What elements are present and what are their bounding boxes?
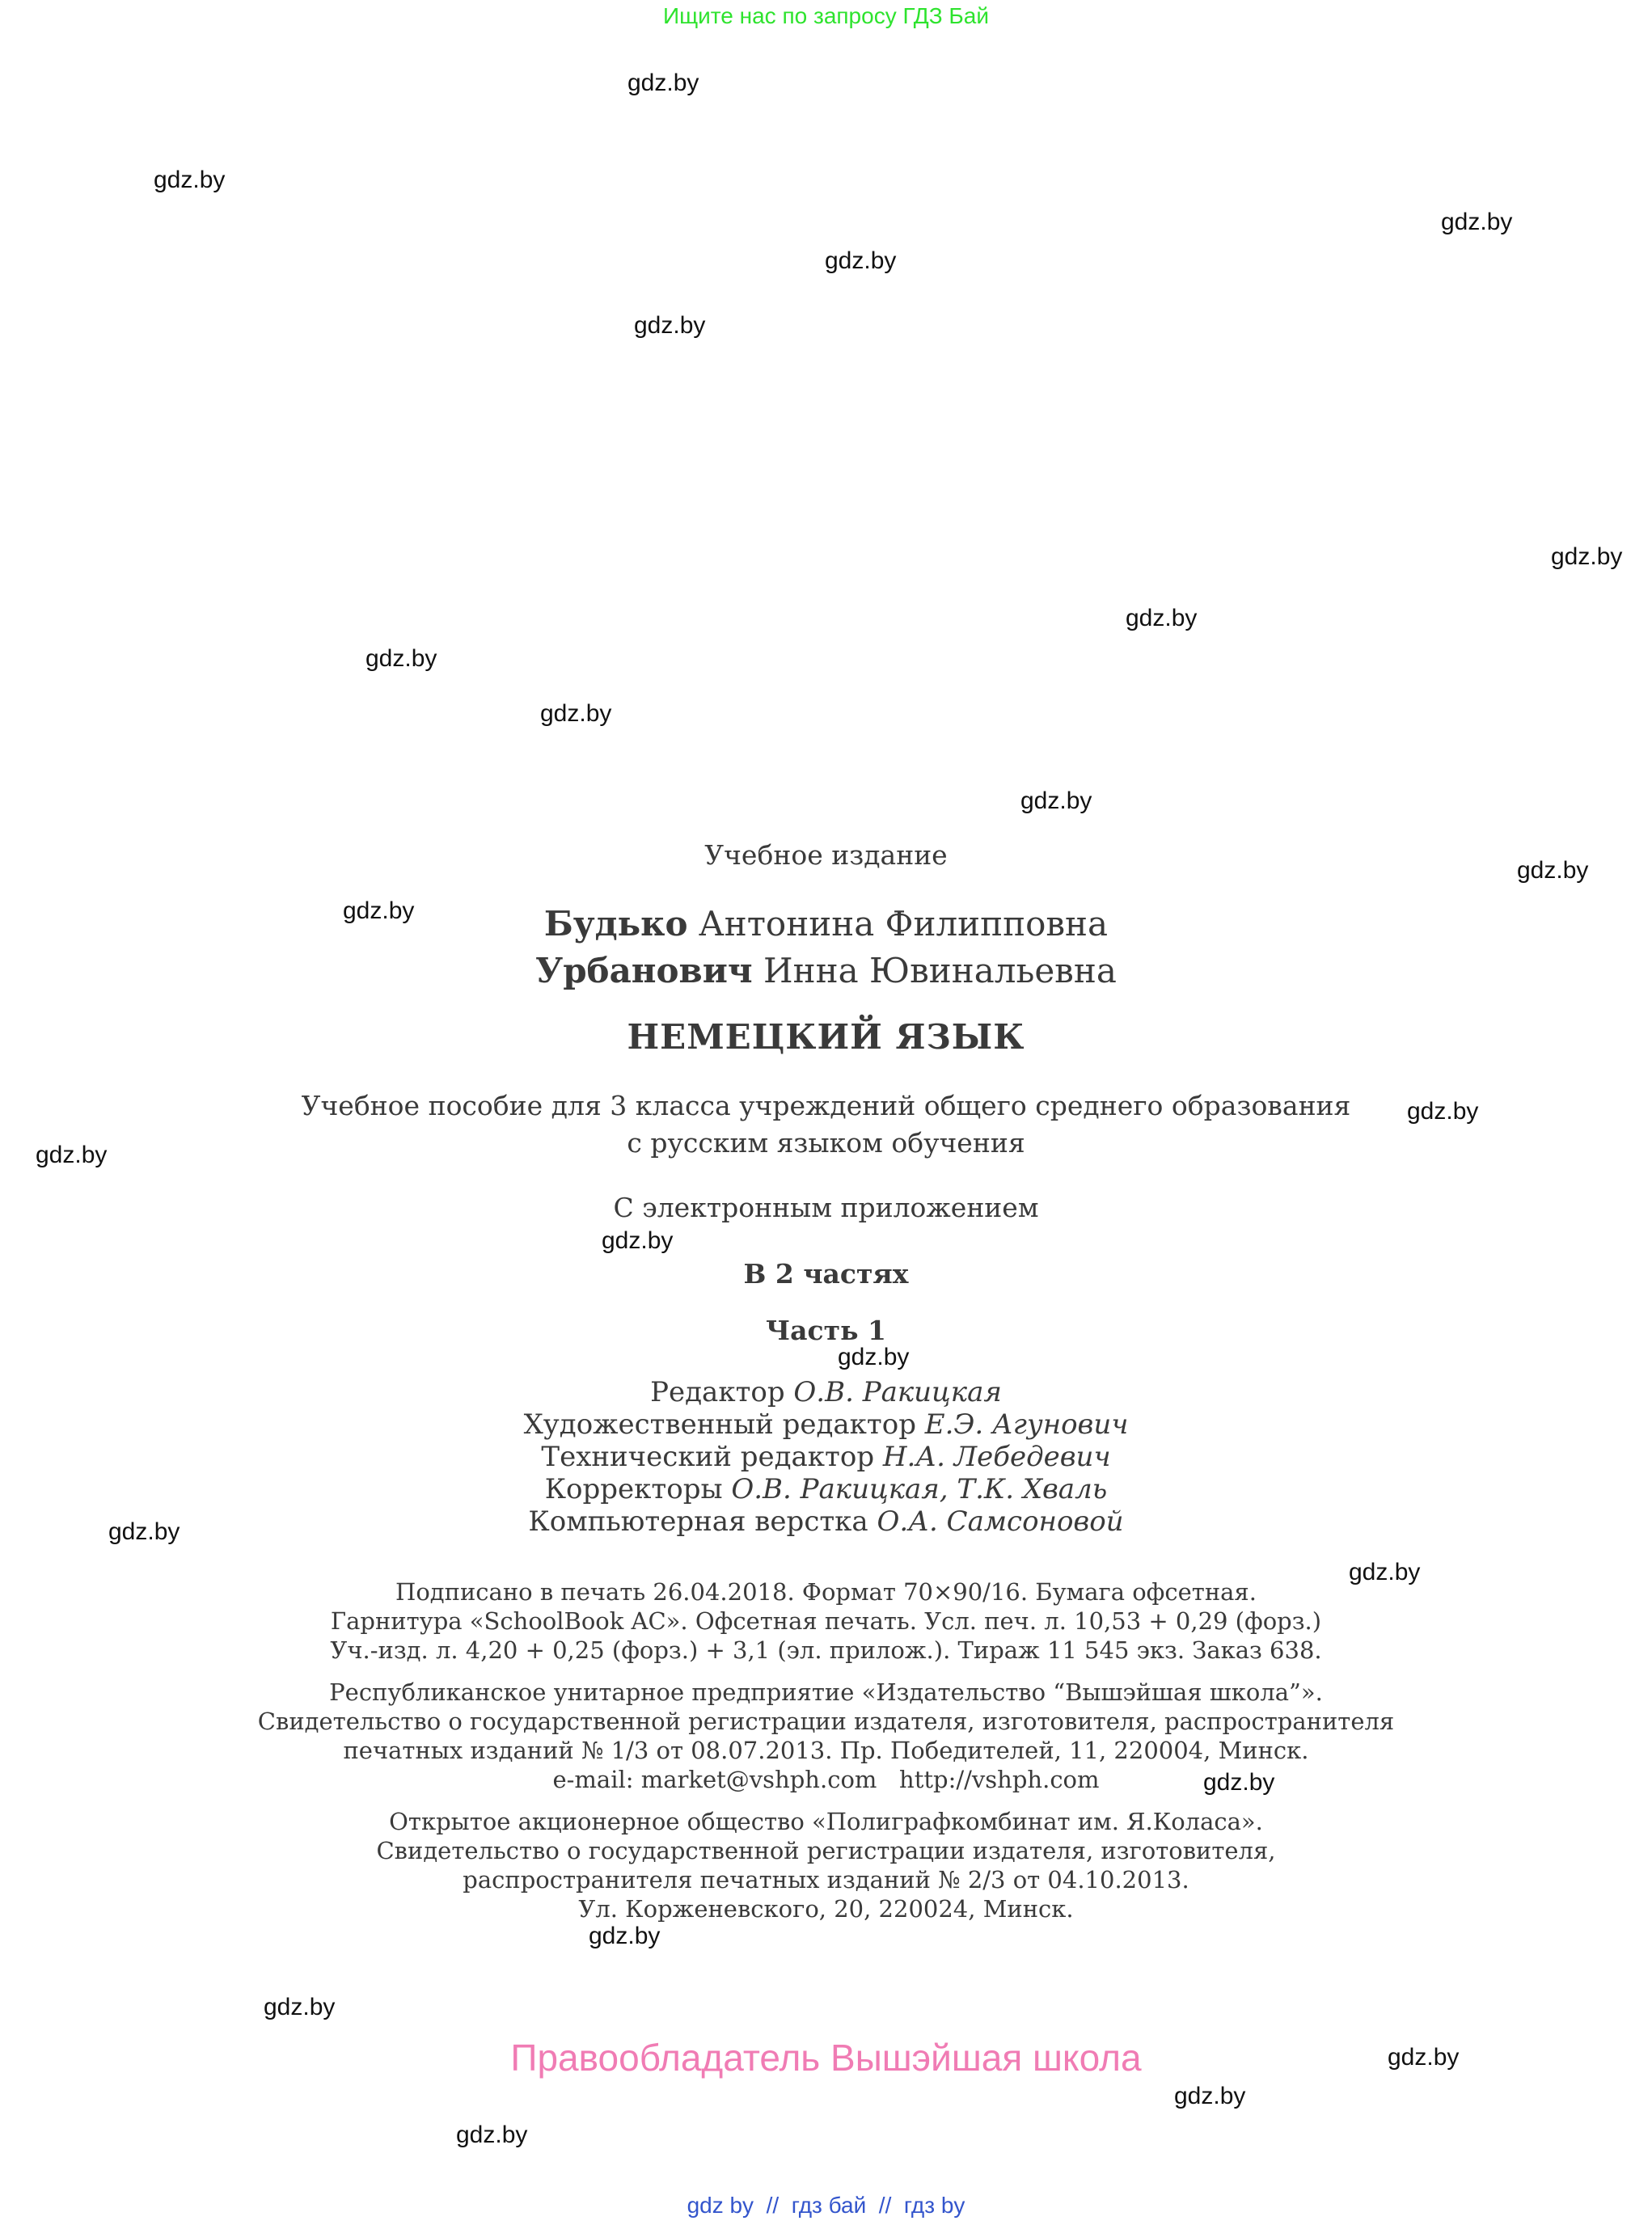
credit-person: Е.Э. Агунович xyxy=(924,1408,1129,1441)
watermark: gdz.by xyxy=(154,167,226,193)
author-1-given-names: Антонина Филипповна xyxy=(698,904,1109,944)
print-info-line: Гарнитура «SchoolBook AC». Офсетная печать. Усл. печ. л. 10,53 + 0,29 (форз.) xyxy=(330,1607,1322,1635)
print-info-line: Подписано в печать 26.04.2018. Формат 70×90/16. Бумага офсетная. xyxy=(395,1578,1257,1606)
author-2 xyxy=(0,951,1652,990)
author-1-surname: Будько xyxy=(543,904,688,944)
watermark: gdz.by xyxy=(1441,209,1513,235)
credit-art-editor xyxy=(0,1408,1652,1441)
credit-role: Художественный редактор xyxy=(523,1408,916,1441)
electronic-supplement-note: С электронным приложением xyxy=(613,1192,1039,1223)
watermark: gdz.by xyxy=(1407,1098,1479,1125)
watermark: gdz.by xyxy=(264,1994,336,2020)
watermark: gdz.by xyxy=(36,1142,108,1168)
watermark: gdz.by xyxy=(825,247,897,274)
rights-holder-notice: Правообладатель Вышэйшая школа xyxy=(510,2037,1142,2079)
watermark: gdz.by xyxy=(627,70,699,96)
author-1 xyxy=(0,904,1652,944)
printing-plant-line: Свидетельство о государственной регистрации издателя, изготовителя, xyxy=(376,1837,1276,1864)
watermark: gdz.by xyxy=(1203,1769,1275,1796)
credit-role: Компьютерная верстка xyxy=(528,1505,868,1538)
watermark: gdz.by xyxy=(365,645,437,672)
author-2-surname: Урбанович xyxy=(535,951,753,990)
credit-role: Редактор xyxy=(650,1376,785,1408)
publisher-line: Свидетельство о государственной регистрации издателя, изготовителя, распространителя xyxy=(257,1708,1395,1735)
publisher-line: печатных изданий № 1/3 от 08.07.2013. Пр. Победителей, 11, 220004, Минск. xyxy=(343,1737,1309,1764)
watermark: gdz.by xyxy=(1020,787,1092,814)
printing-plant-line: Открытое акционерное общество «Полиграфкомбинат им. Я.Коласа». xyxy=(389,1808,1263,1835)
watermark: gdz.by xyxy=(1551,543,1623,570)
credit-person: О.А. Самсоновой xyxy=(877,1505,1124,1538)
top-banner: Ищите нас по запросу ГДЗ Бай xyxy=(662,3,990,28)
credit-person: О.В. Ракицкая xyxy=(793,1376,1002,1408)
watermark: gdz.by xyxy=(108,1518,180,1545)
watermark: gdz.by xyxy=(456,2122,528,2148)
watermark: gdz.by xyxy=(1517,857,1589,884)
watermark: gdz.by xyxy=(634,312,706,339)
watermark: gdz.by xyxy=(1349,1559,1421,1585)
publisher-contacts: e-mail: market@vshph.com http://vshph.com xyxy=(552,1766,1100,1793)
credit-layout xyxy=(0,1505,1652,1538)
footer-links: gdz by // гдз бай // гдз by xyxy=(687,2193,965,2218)
print-info-line: Уч.-изд. л. 4,20 + 0,25 (форз.) + 3,1 (эл. прилож.). Тираж 11 545 экз. Заказ 638. xyxy=(330,1636,1322,1664)
watermark: gdz.by xyxy=(838,1344,910,1370)
parts-count: В 2 частях xyxy=(743,1258,909,1290)
watermark: gdz.by xyxy=(589,1923,661,1949)
credit-person: Н.А. Лебедевич xyxy=(882,1441,1111,1473)
credit-proofreaders xyxy=(0,1473,1652,1505)
book-subtitle-line-1: Учебное пособие для 3 класса учреждений общего среднего образования xyxy=(301,1090,1351,1121)
book-title: НЕМЕЦКИЙ ЯЗЫК xyxy=(627,1017,1025,1057)
watermark: gdz.by xyxy=(1126,605,1198,631)
printing-plant-line: Ул. Корженевского, 20, 220024, Минск. xyxy=(578,1895,1074,1923)
book-subtitle-line-2: с русским языком обучения xyxy=(627,1127,1025,1159)
printing-plant-line: распространителя печатных изданий № 2/3 от 04.10.2013. xyxy=(463,1866,1189,1894)
credit-person: О.В. Ракицкая, Т.К. Хваль xyxy=(731,1473,1108,1505)
part-number: Часть 1 xyxy=(766,1315,886,1346)
credit-role: Технический редактор xyxy=(541,1441,875,1473)
edition-type: Учебное издание xyxy=(704,839,948,871)
author-2-given-names: Инна Ювинальевна xyxy=(763,951,1117,990)
watermark: gdz.by xyxy=(540,700,612,727)
credit-editor xyxy=(0,1376,1652,1408)
watermark: gdz.by xyxy=(1388,2044,1460,2071)
credit-technical-editor xyxy=(0,1441,1652,1473)
watermark: gdz.by xyxy=(1174,2083,1246,2109)
watermark: gdz.by xyxy=(343,897,415,924)
credit-role: Корректоры xyxy=(544,1473,723,1505)
publisher-line: Республиканское унитарное предприятие «Издательство “Вышэйшая школа”». xyxy=(329,1678,1323,1706)
watermark: gdz.by xyxy=(602,1227,674,1254)
